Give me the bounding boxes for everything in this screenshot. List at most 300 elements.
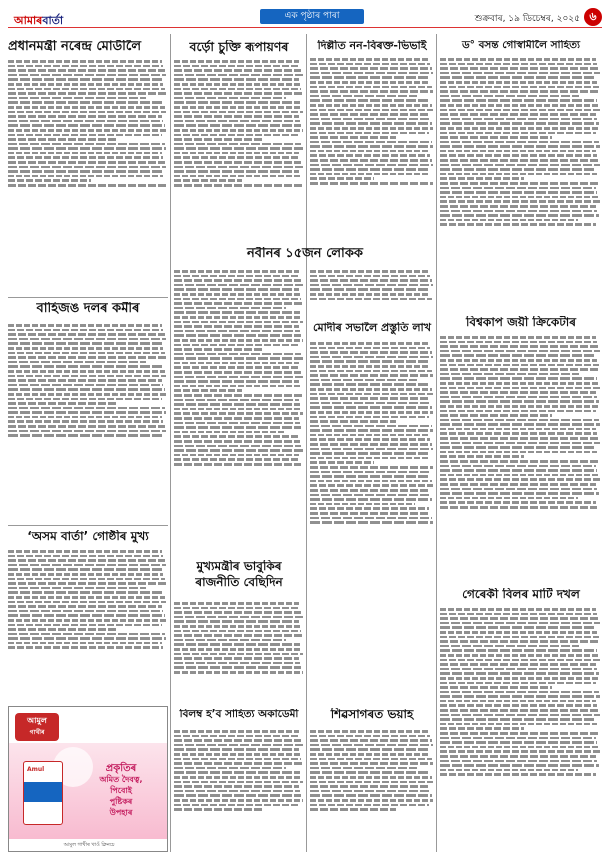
text-line-placeholder xyxy=(440,63,597,66)
text-line-placeholder xyxy=(174,762,303,765)
text-line-placeholder xyxy=(174,330,300,333)
column-rule xyxy=(170,34,171,852)
milk-pack-graphic xyxy=(23,761,63,825)
text-line-placeholder xyxy=(174,643,300,646)
text-line-placeholder xyxy=(310,99,430,102)
text-line-placeholder xyxy=(174,184,303,187)
text-line-placeholder xyxy=(8,564,166,567)
text-line-placeholder xyxy=(310,512,430,515)
text-line-placeholder xyxy=(8,134,162,137)
text-line-placeholder xyxy=(174,602,299,605)
text-line-placeholder xyxy=(310,776,432,779)
text-line-placeholder xyxy=(310,452,429,455)
text-line-placeholder xyxy=(310,498,432,501)
text-line-placeholder xyxy=(174,69,301,72)
text-line-placeholder xyxy=(440,718,596,721)
text-line-placeholder xyxy=(174,776,301,779)
amul-advertisement[interactable] xyxy=(8,706,168,852)
text-line-placeholder xyxy=(174,65,300,68)
text-line-placeholder xyxy=(174,357,303,360)
text-line-placeholder xyxy=(174,156,300,159)
text-line-placeholder xyxy=(8,578,165,581)
text-line-placeholder xyxy=(440,81,597,84)
text-line-placeholder xyxy=(310,113,429,116)
text-line-placeholder xyxy=(440,746,599,749)
text-line-placeholder xyxy=(8,587,146,590)
text-line-placeholder xyxy=(310,393,433,396)
text-line-placeholder xyxy=(174,376,303,379)
text-line-placeholder xyxy=(8,365,163,368)
text-line-placeholder xyxy=(310,461,374,464)
text-line-placeholder xyxy=(174,611,301,614)
tagline-line: পিবোই xyxy=(110,786,132,795)
text-line-placeholder xyxy=(174,426,301,429)
text-line-placeholder xyxy=(310,173,430,176)
article-body xyxy=(440,606,602,852)
text-line-placeholder xyxy=(440,168,596,171)
column-rule xyxy=(436,34,437,852)
text-line-placeholder xyxy=(440,432,597,435)
text-line-placeholder xyxy=(440,410,596,413)
text-line-placeholder xyxy=(8,352,165,355)
article-nobin xyxy=(174,247,436,269)
text-line-placeholder xyxy=(440,622,600,625)
text-line-placeholder xyxy=(174,120,300,123)
text-line-placeholder xyxy=(174,648,301,651)
text-line-placeholder xyxy=(174,753,300,756)
article-body xyxy=(440,334,602,586)
text-line-placeholder xyxy=(310,72,433,75)
text-line-placeholder xyxy=(174,735,300,738)
logo-part-2: বাৰ্তা xyxy=(42,14,64,27)
text-line-placeholder xyxy=(8,97,146,100)
text-line-placeholder xyxy=(8,333,165,336)
text-line-placeholder xyxy=(310,76,429,79)
text-line-placeholder xyxy=(174,758,301,761)
text-line-placeholder xyxy=(310,347,430,350)
text-line-placeholder xyxy=(310,383,430,386)
text-line-placeholder xyxy=(310,762,433,765)
text-line-placeholder xyxy=(310,342,429,345)
text-line-placeholder xyxy=(174,408,301,411)
text-line-placeholder xyxy=(310,109,433,112)
text-line-placeholder xyxy=(8,430,166,433)
text-line-placeholder xyxy=(440,99,597,102)
article-cricketer xyxy=(440,316,602,336)
text-line-placeholder xyxy=(440,764,599,767)
article-asom-barta xyxy=(8,530,168,550)
text-line-placeholder xyxy=(174,657,299,660)
headline: বিশ্বকাপ জয়ী ক্ৰিকেটাৰ xyxy=(465,316,577,329)
article-body xyxy=(8,322,168,490)
text-line-placeholder xyxy=(440,686,552,689)
text-line-placeholder xyxy=(8,605,162,608)
text-line-placeholder xyxy=(8,88,165,91)
text-line-placeholder xyxy=(174,445,301,448)
text-line-placeholder xyxy=(310,406,432,409)
text-line-placeholder xyxy=(310,67,432,70)
text-line-placeholder xyxy=(310,284,433,287)
text-line-placeholder xyxy=(440,350,600,353)
text-line-placeholder xyxy=(440,465,596,468)
text-line-placeholder xyxy=(174,134,299,137)
text-line-placeholder xyxy=(174,170,299,173)
text-line-placeholder xyxy=(8,624,162,627)
text-line-placeholder xyxy=(310,90,433,93)
text-line-placeholder xyxy=(440,58,596,61)
text-line-placeholder xyxy=(174,366,300,369)
text-line-placeholder xyxy=(310,370,432,373)
text-line-placeholder xyxy=(440,750,600,753)
article-body xyxy=(8,548,168,698)
text-line-placeholder xyxy=(8,434,162,437)
text-line-placeholder xyxy=(174,83,300,86)
text-line-placeholder xyxy=(174,325,299,328)
text-line-placeholder xyxy=(174,60,299,63)
text-line-placeholder xyxy=(440,177,524,180)
text-line-placeholder xyxy=(174,634,303,637)
text-line-placeholder xyxy=(440,695,600,698)
text-line-placeholder xyxy=(310,288,429,291)
text-line-placeholder xyxy=(310,785,429,788)
text-line-placeholder xyxy=(440,769,578,772)
text-line-placeholder xyxy=(440,223,596,226)
text-line-placeholder xyxy=(310,279,432,282)
text-line-placeholder xyxy=(440,501,596,504)
text-line-placeholder xyxy=(440,200,600,203)
text-line-placeholder xyxy=(440,354,596,357)
ad-brand-badge xyxy=(15,713,59,741)
newspaper-logo xyxy=(8,8,69,26)
text-line-placeholder xyxy=(8,138,118,141)
text-line-placeholder xyxy=(310,434,429,437)
text-line-placeholder xyxy=(310,480,432,483)
ad-brand-sub: গাখীৰ xyxy=(29,729,45,736)
text-line-placeholder xyxy=(440,219,578,222)
headline: ড° বসন্ত গোস্বামীলৈ সাহিত্য xyxy=(461,40,581,51)
text-line-placeholder xyxy=(310,799,433,802)
text-line-placeholder xyxy=(174,385,300,388)
text-line-placeholder xyxy=(8,78,162,81)
text-line-placeholder xyxy=(440,391,596,394)
logo-part-1: আমাৰ xyxy=(14,14,43,27)
text-line-placeholder xyxy=(440,122,599,125)
text-line-placeholder xyxy=(310,270,429,273)
text-line-placeholder xyxy=(8,646,163,649)
text-line-placeholder xyxy=(440,76,596,79)
text-line-placeholder xyxy=(440,654,599,657)
text-line-placeholder xyxy=(174,339,303,342)
text-line-placeholder xyxy=(440,474,599,477)
text-line-placeholder xyxy=(440,442,600,445)
text-line-placeholder xyxy=(174,767,286,770)
text-line-placeholder xyxy=(8,65,163,68)
text-line-placeholder xyxy=(310,425,432,428)
text-line-placeholder xyxy=(310,448,433,451)
text-line-placeholder xyxy=(310,168,429,171)
text-line-placeholder xyxy=(310,141,432,144)
page-number: ৬ xyxy=(584,8,602,26)
text-line-placeholder xyxy=(8,642,162,645)
headline: নবীনৰ ১৫জন লোকক xyxy=(246,247,364,261)
text-line-placeholder xyxy=(440,373,579,376)
text-line-placeholder xyxy=(174,147,303,150)
text-line-placeholder xyxy=(174,399,299,402)
text-line-placeholder xyxy=(310,58,429,61)
text-line-placeholder xyxy=(174,739,301,742)
text-line-placeholder xyxy=(310,804,429,807)
text-line-placeholder xyxy=(440,95,579,98)
text-line-placeholder xyxy=(8,179,91,182)
text-line-placeholder xyxy=(174,412,303,415)
text-line-placeholder xyxy=(440,187,596,190)
text-line-placeholder xyxy=(440,67,599,70)
text-line-placeholder xyxy=(8,106,165,109)
text-line-placeholder xyxy=(440,760,597,763)
text-line-placeholder xyxy=(310,771,430,774)
pack-label: Amul xyxy=(27,766,45,773)
text-line-placeholder xyxy=(440,132,596,135)
article-shibsagar xyxy=(310,708,434,728)
text-line-placeholder xyxy=(8,184,166,187)
text-line-placeholder xyxy=(310,63,430,66)
text-line-placeholder xyxy=(310,794,432,797)
text-line-placeholder xyxy=(310,443,432,446)
text-line-placeholder xyxy=(440,90,600,93)
headline: গেৰেকী বিলৰ মাটি দখল xyxy=(462,588,580,601)
article-body xyxy=(310,268,434,320)
headline: বৰ্ড়ো চুক্তি ৰূপায়ণৰ xyxy=(189,40,289,54)
text-line-placeholder xyxy=(8,120,163,123)
headline-line-2: ৰাজনীতি বেছিদিন xyxy=(195,575,283,590)
article-body xyxy=(174,58,304,244)
text-line-placeholder xyxy=(174,307,286,310)
text-line-placeholder xyxy=(440,483,596,486)
text-line-placeholder xyxy=(8,610,163,613)
text-line-placeholder xyxy=(174,463,301,466)
text-line-placeholder xyxy=(8,175,163,178)
text-line-placeholder xyxy=(440,145,600,148)
text-line-placeholder xyxy=(8,83,163,86)
text-line-placeholder xyxy=(174,111,303,114)
text-line-placeholder xyxy=(440,154,597,157)
text-line-placeholder xyxy=(174,748,299,751)
text-line-placeholder xyxy=(440,72,600,75)
text-line-placeholder xyxy=(440,396,597,399)
text-line-placeholder xyxy=(440,755,596,758)
text-line-placeholder xyxy=(440,631,597,634)
text-line-placeholder xyxy=(8,411,166,414)
text-line-placeholder xyxy=(8,407,165,410)
text-line-placeholder xyxy=(8,596,165,599)
text-line-placeholder xyxy=(310,420,396,423)
ad-footer: আমুল গাখীৰ খাওঁ ক্লিনচে xyxy=(9,839,168,851)
text-line-placeholder xyxy=(440,659,600,662)
text-line-placeholder xyxy=(440,182,600,185)
text-line-placeholder xyxy=(440,164,600,167)
text-line-placeholder xyxy=(440,377,597,380)
text-line-placeholder xyxy=(440,368,600,371)
text-line-placeholder xyxy=(440,387,600,390)
text-line-placeholder xyxy=(174,771,300,774)
text-line-placeholder xyxy=(174,744,303,747)
text-line-placeholder xyxy=(440,127,600,130)
text-line-placeholder xyxy=(8,361,146,364)
text-line-placeholder xyxy=(174,74,303,77)
tagline-line: প্ৰকৃতিৰ xyxy=(105,763,137,774)
text-line-placeholder xyxy=(440,492,599,495)
pack-band xyxy=(24,782,62,802)
text-line-placeholder xyxy=(174,435,299,438)
text-line-placeholder xyxy=(440,723,597,726)
ad-brand: আমুল xyxy=(27,716,47,725)
article-cm xyxy=(174,560,304,598)
text-line-placeholder xyxy=(8,147,166,150)
article-body xyxy=(310,728,434,852)
text-line-placeholder xyxy=(8,60,162,63)
text-line-placeholder xyxy=(174,371,301,374)
text-line-placeholder xyxy=(174,270,299,273)
text-line-placeholder xyxy=(440,732,600,735)
article-bar-chukti xyxy=(174,40,304,60)
text-line-placeholder xyxy=(310,790,430,793)
text-line-placeholder xyxy=(8,152,162,155)
text-line-placeholder xyxy=(440,455,524,458)
text-line-placeholder xyxy=(310,416,429,419)
text-line-placeholder xyxy=(174,106,301,109)
headline: বাহিজঙ দলৰ কৰ্মীৰ xyxy=(36,302,140,316)
article-bahijhang xyxy=(8,302,168,322)
text-line-placeholder xyxy=(310,356,433,359)
article-body xyxy=(174,600,304,708)
text-line-placeholder xyxy=(440,419,599,422)
text-line-placeholder xyxy=(310,351,432,354)
text-line-placeholder xyxy=(8,370,165,373)
text-line-placeholder xyxy=(310,95,417,98)
text-line-placeholder xyxy=(174,129,303,132)
text-line-placeholder xyxy=(8,402,118,405)
text-line-placeholder xyxy=(440,113,596,116)
text-line-placeholder xyxy=(310,494,430,497)
text-line-placeholder xyxy=(440,173,597,176)
text-line-placeholder xyxy=(440,345,599,348)
text-line-placeholder xyxy=(174,431,285,434)
text-line-placeholder xyxy=(440,608,596,611)
text-line-placeholder xyxy=(440,336,596,339)
text-line-placeholder xyxy=(174,302,303,305)
text-line-placeholder xyxy=(310,397,429,400)
article-body xyxy=(440,56,602,306)
text-line-placeholder xyxy=(174,138,264,141)
text-line-placeholder xyxy=(310,164,433,167)
text-line-placeholder xyxy=(310,475,430,478)
text-line-placeholder xyxy=(174,630,301,633)
text-line-placeholder xyxy=(174,790,300,793)
text-line-placeholder xyxy=(174,785,299,788)
text-line-placeholder xyxy=(174,620,299,623)
text-line-placeholder xyxy=(174,616,303,619)
text-line-placeholder xyxy=(8,420,163,423)
text-line-placeholder xyxy=(440,423,600,426)
text-line-placeholder xyxy=(440,478,600,481)
text-line-placeholder xyxy=(8,398,162,401)
tagline-line: উপহাৰ xyxy=(109,808,133,817)
article-body xyxy=(310,340,434,606)
article-divider xyxy=(8,525,168,526)
text-line-placeholder xyxy=(440,159,599,162)
text-line-placeholder xyxy=(174,353,301,356)
text-line-placeholder xyxy=(310,484,433,487)
text-line-placeholder xyxy=(440,104,599,107)
text-line-placeholder xyxy=(8,379,162,382)
text-line-placeholder xyxy=(440,617,599,620)
text-line-placeholder xyxy=(440,677,600,680)
article-geseki xyxy=(440,588,602,608)
text-line-placeholder xyxy=(174,808,264,811)
text-line-placeholder xyxy=(440,506,597,509)
text-line-placeholder xyxy=(440,205,596,208)
text-line-placeholder xyxy=(310,360,429,363)
text-line-placeholder xyxy=(8,384,163,387)
text-line-placeholder xyxy=(8,550,162,553)
text-line-placeholder xyxy=(8,170,162,173)
text-line-placeholder xyxy=(440,405,600,408)
text-line-placeholder xyxy=(174,275,300,278)
article-bilombo xyxy=(174,709,304,729)
text-line-placeholder xyxy=(310,81,430,84)
text-line-placeholder xyxy=(174,143,301,146)
text-line-placeholder xyxy=(440,741,597,744)
text-line-placeholder xyxy=(310,411,433,414)
text-line-placeholder xyxy=(440,451,597,454)
text-line-placeholder xyxy=(440,488,597,491)
text-line-placeholder xyxy=(440,714,600,717)
text-line-placeholder xyxy=(440,210,597,213)
text-line-placeholder xyxy=(310,781,433,784)
text-line-placeholder xyxy=(174,394,303,397)
text-line-placeholder xyxy=(310,374,433,377)
text-line-placeholder xyxy=(174,639,286,642)
headline: ‘অসম বাৰ্তা’ গোষ্ঠীৰ মুখ্য xyxy=(27,530,149,543)
text-line-placeholder xyxy=(440,672,599,675)
text-line-placeholder xyxy=(440,649,597,652)
text-line-placeholder xyxy=(174,730,299,733)
text-line-placeholder xyxy=(310,503,415,506)
text-line-placeholder xyxy=(310,379,417,382)
text-line-placeholder xyxy=(440,359,597,362)
text-line-placeholder xyxy=(310,154,430,157)
text-line-placeholder xyxy=(440,640,600,643)
text-line-placeholder xyxy=(310,744,433,747)
text-line-placeholder xyxy=(310,145,433,148)
masthead xyxy=(8,8,602,28)
text-line-placeholder xyxy=(174,422,300,425)
headline: শিৱসাগৰত ভয়াহ xyxy=(330,708,414,721)
text-line-placeholder xyxy=(174,666,301,669)
text-line-placeholder xyxy=(440,141,599,144)
text-line-placeholder xyxy=(440,191,597,194)
text-line-placeholder xyxy=(440,109,600,112)
text-line-placeholder xyxy=(174,179,242,182)
text-line-placeholder xyxy=(440,341,597,344)
issue-date: শুক্ৰবাৰ, ১৯ ডিচেম্বৰ, ২০২৫ xyxy=(474,14,580,24)
article-body xyxy=(174,268,304,558)
text-line-placeholder xyxy=(310,521,433,524)
text-line-placeholder xyxy=(8,324,162,327)
ad-tagline xyxy=(79,763,163,818)
text-line-placeholder xyxy=(8,573,163,576)
text-line-placeholder xyxy=(310,748,429,751)
